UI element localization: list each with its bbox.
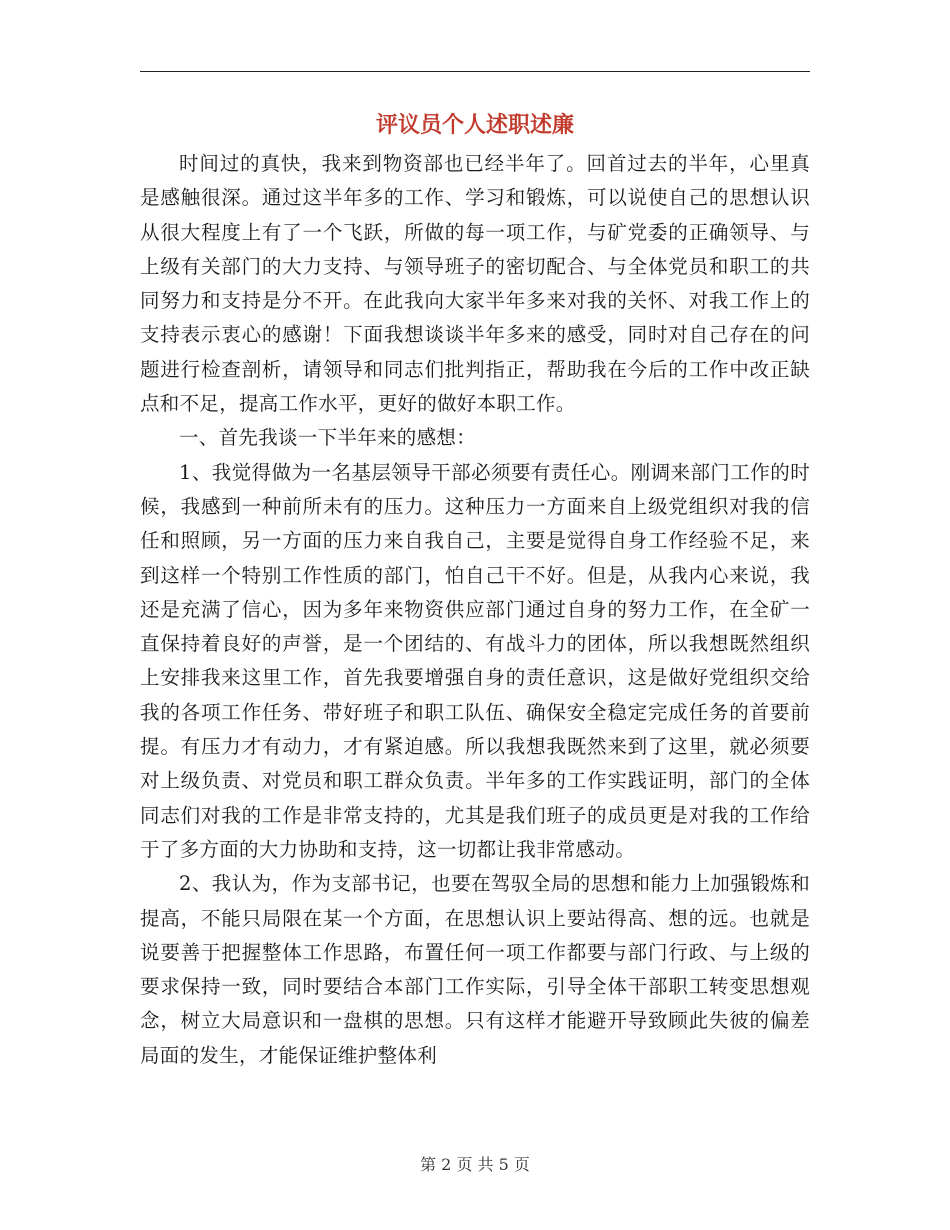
document-body <box>140 147 810 1073</box>
paragraph-section-heading: 一、首先我谈一下半年来的感想： <box>179 426 477 450</box>
document-title: 评议员个人述职述廉 <box>375 112 574 138</box>
paragraph-intro: 时间过的真快，我来到物资部也已经半年了。回首过去的半年，心里真是感触很深。通过这半年多的工作、学习和锻炼，可以说使自己的思想认识从很大程度上有了一个飞跃，所做的每一项工作，与矿党委的正确领导、与上级有关部门的大力支持、与领导班子的密切配合、与全体党员和职工的共同努力和支持是分不开。在此我向大家半年多来对我的关怀、对我工作上的支持表示衷心的感谢！下面我想谈谈半年多来的感受，同时对自己存在的问题进行检查剖析，请领导和同志们批判指正，帮助我在今后的工作中改正缺点和不足，提高工作水平，更好的做好本职工作。 <box>140 152 810 416</box>
paragraph-point-2: 2、我认为，作为支部书记，也要在驾驭全局的思想和能力上加强锻炼和提高，不能只局限在某一个方面，在思想认识上要站得高、想的远。也就是说要善于把握整体工作思路，布置任何一项工作都要与部门行政、与上级的要求保持一致，同时要结合本部门工作实际，引导全体干部职工转变思想观念，树立大局意识和一盘棋的思想。只有这样才能避开导致顾此失彼的偏差局面的发生，才能保证维护整体利 <box>140 872 810 1067</box>
page-footer: 第 2 页 共 5 页 <box>420 1155 530 1174</box>
paragraph-point-1: 1、我觉得做为一名基层领导干部必须要有责任心。刚调来部门工作的时候，我感到一种前所未有的压力。这种压力一方面来自上级党组织对我的信任和照顾，另一方面的压力来自我自己，主要是觉得自身工作经验不足，来到这样一个特别工作性质的部门，怕自己干不好。但是，从我内心来说，我还是充满了信心，因为多年来物资供应部门通过自身的努力工作，在全矿一直保持着良好的声誉，是一个团结的、有战斗力的团体，所以我想既然组织上安排我来这里工作，首先我要增强自身的责任意识，这是做好党组织交给我的各项工作任务、带好班子和职工队伍、确保安全稳定完成任务的首要前提。有压力才有动力，才有紧迫感。所以我想我既然来到了这里，就必须要对上级负责、对党员和职工群众负责。半年多的工作实践证明，部门的全体同志们对我的工作是非常支持的，尤其是我们班子的成员更是对我的工作给于了多方面的大力协助和支持，这一切都让我非常感动。 <box>140 460 810 861</box>
header-rule <box>140 71 810 72</box>
